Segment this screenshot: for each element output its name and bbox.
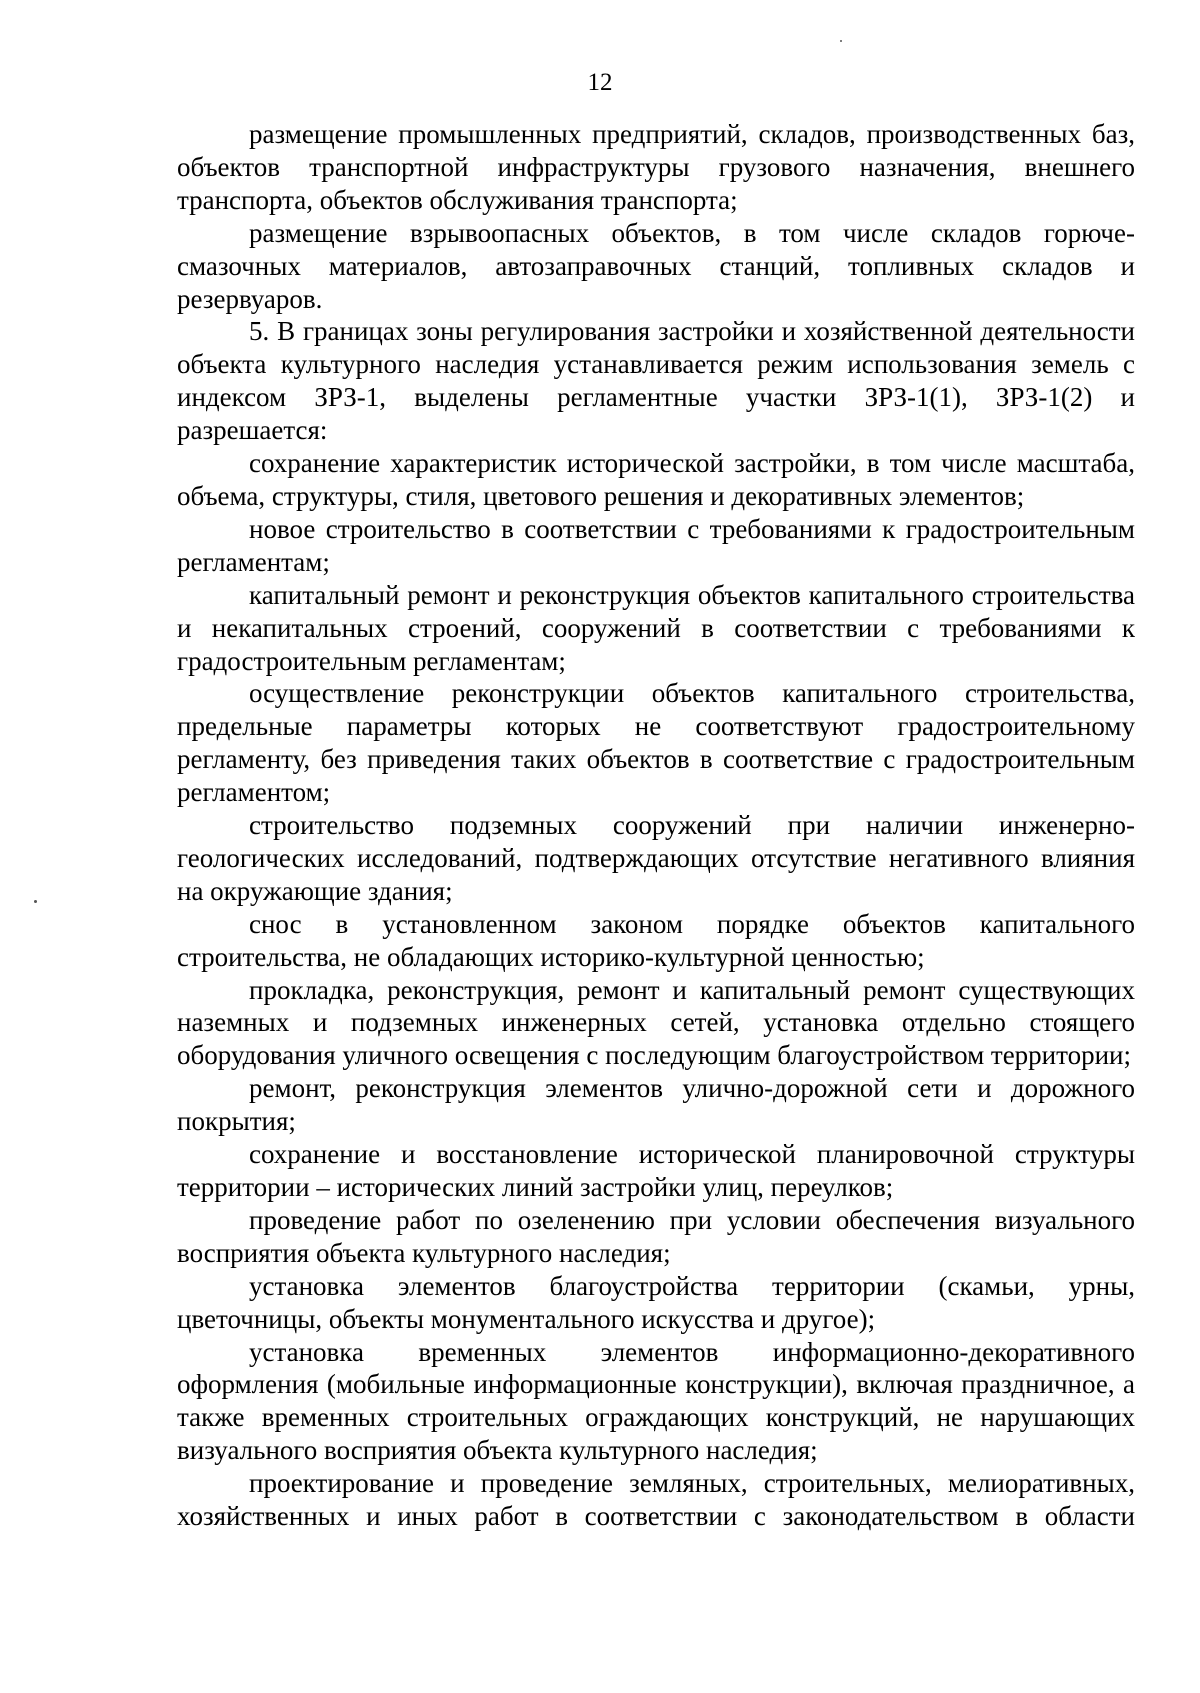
paragraph-planning-structure: сохранение и восстановление исторической планировочной структуры территории – исторических линий застройки улиц, переулков; xyxy=(177,1139,1135,1202)
paragraph-new-construction: новое строительство в соответствии с требованиями к градостроительным регламентам; xyxy=(177,513,1135,577)
paragraph-demolition: снос в установленном законом порядке объектов капитального строительства, не обладающих историко-культурной ценностью; xyxy=(177,908,1135,972)
scan-speck xyxy=(34,900,37,903)
document-body xyxy=(177,118,1135,1533)
paragraph-explosive-objects: размещение взрывоопасных объектов, в том числе складов горюче-смазочных материалов, автозаправочных станций, топливных складов и резервуаров. xyxy=(177,217,1135,314)
page-number: 12 xyxy=(587,69,613,96)
paragraph-road-repair: ремонт, реконструкция элементов улично-дорожной сети и дорожного покрытия; xyxy=(177,1073,1135,1137)
paragraph-zrz1-regime: 5. В границах зоны регулирования застройки и хозяйственной деятельности объекта культурного наследия устанавливается режим использования земель с индексом ЗРЗ-1, выделены регламентные участки ЗРЗ-1(1), ЗРЗ-1(2) и разрешается: xyxy=(177,316,1135,446)
paragraph-underground-structures: строительство подземных сооружений при наличии инженерно-геологических исследований, подтверждающих отсутствие негативного влияния на окружающие здания; xyxy=(177,810,1135,906)
paragraph-preserve-characteristics: сохранение характеристик исторической застройки, в том числе масштаба, объема, структуры, стиля, цветового решения и декоративных элементов; xyxy=(177,448,1135,511)
paragraph-engineering-networks: прокладка, реконструкция, ремонт и капитальный ремонт существующих наземных и подземных инженерных сетей, установка отдельно стоящего оборудования уличного освещения с последующим благоустройством территории; xyxy=(177,974,1135,1071)
scan-speck xyxy=(840,40,842,42)
paragraph-temporary-elements: установка временных элементов информационно-декоративного оформления (мобильные информационные конструкции), включая праздничное, а также временных строительных ограждающих конструкций, не нарушающих визуального восприятия объекта культурного наследия; xyxy=(177,1336,1135,1466)
paragraph-landscaping: проведение работ по озеленению при условии обеспечения визуального восприятия объекта культурного наследия; xyxy=(177,1204,1135,1268)
paragraph-design-works: проектирование и проведение земляных, строительных, мелиоративных, хозяйственных и иных работ в соответствии с законодательством в области xyxy=(177,1468,1135,1532)
paragraph-reconstruction: осуществление реконструкции объектов капитального строительства, предельные параметры которых не соответствуют градостроительному регламенту, без приведения таких объектов в соответствие с градостроительным регламентом; xyxy=(177,678,1135,808)
paragraph-industrial-placement: размещение промышленных предприятий, складов, производственных баз, объектов транспортной инфраструктуры грузового назначения, внешнего транспорта, объектов обслуживания транспорта; xyxy=(177,119,1135,215)
paragraph-capital-repair: капитальный ремонт и реконструкция объектов капитального строительства и некапитальных строений, сооружений в соответствии с требованиями к градостроительным регламентам; xyxy=(177,579,1135,676)
paragraph-improvement-elements: установка элементов благоустройства территории (скамьи, урны, цветочницы, объекты монументального искусства и другое); xyxy=(177,1270,1135,1334)
